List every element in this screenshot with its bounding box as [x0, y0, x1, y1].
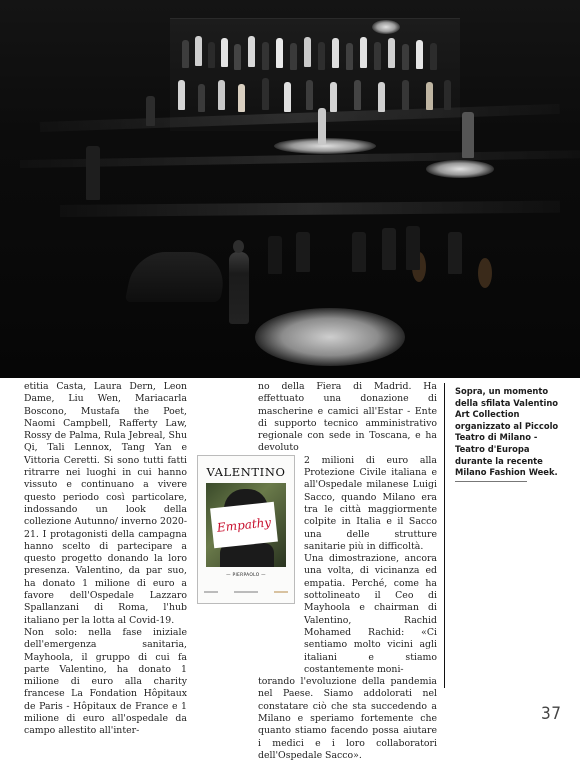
paragraph: Non solo: nella fase iniziale dell'emergenza sanitaria, Mayhoola, il gruppo di cui fa parte Valentino, ha donato 1 milione di euro alla charity francese La Fondation Hôpitaux de Paris - Hôpitaux de France e 1 milione di euro all'ospedale da campo allestito all'inter-	[24, 626, 187, 737]
model-figure	[430, 43, 437, 70]
ad-brand-logo: VALENTINO	[206, 465, 286, 479]
model-figure	[262, 78, 269, 110]
article-column-1	[24, 381, 187, 738]
musician-figure	[268, 236, 282, 274]
paragraph: Una dimostrazione, ancora una volta, di vicinanza ed empatia. Perché, come ha sottolineato il Ceo di Mayhoola e chairman di Valentino, Rachid Mohamed Rachid: «Ci sentiamo molto vicini agli italiani e stiamo costantemente moni-	[304, 553, 437, 675]
model-figure	[388, 38, 395, 68]
model-figure	[248, 36, 255, 67]
model-figure	[262, 42, 269, 70]
model-figure	[276, 38, 283, 68]
model-figure	[416, 40, 423, 69]
musician-figure	[406, 226, 420, 270]
model-figure	[332, 38, 339, 68]
spotlight	[426, 160, 494, 178]
musician-figure	[296, 232, 310, 272]
standing-figure	[462, 112, 474, 158]
photo-caption: Sopra, un momento della sfilata Valentino Art Collection organizzato al Piccolo Teatro di Milano - Teatro d'Europa durante la recente Milano Fashion Week.	[455, 386, 560, 482]
spotlight	[372, 20, 400, 34]
model-figure	[378, 82, 385, 112]
model-figure	[182, 40, 189, 68]
model-figure	[304, 37, 311, 67]
model-figure	[198, 84, 205, 112]
performer	[229, 252, 249, 324]
model-figure	[402, 44, 409, 70]
column-divider	[444, 383, 445, 688]
text-wrap-around-ad	[304, 455, 437, 676]
model-figure	[402, 80, 409, 110]
model-figure	[306, 80, 313, 110]
musician-figure	[448, 232, 462, 274]
grand-piano	[125, 252, 231, 302]
paragraph: 2 milioni di euro alla Protezione Civile italiana e all'Ospedale milanese Luigi Sacco, quando Milano era tra le città maggiormente colpite in Italia e il Sacco una delle strutture sanitarie più in difficoltà.	[304, 454, 437, 552]
page-number: 37	[541, 704, 562, 724]
paragraph: etitia Casta, Laura Dern, Leon Dame, Liu Wen, Mariacarla Boscono, Mustafa the Poet, Naomi Campbell, Rafferty Law, Rossy de Palma, Rula Jebreal, Shu Qi, Tali Lennox, Tang Yan e Vittoria Ceretti. Si sono tutti fatti ritrarre nei luoghi in cui hanno vissuto e continuano a vivere questo periodo così particolare, indossando un look della collezione Autunno/ inverno 2020-21. I protagonisti della campagna hanno scelto di partecipare a questo progetto donando la loro presenza. Valentino, da par suo, ha donato 1 milione di euro a favore dell'Ospedale Lazzaro Spallanzani di Roma, l'hub italiano per la lotta al Covid-19.	[24, 381, 187, 626]
model-figure	[208, 42, 215, 68]
model-figure	[290, 43, 297, 70]
model-figure	[318, 42, 325, 70]
article-column-2	[258, 381, 437, 762]
light-beam	[60, 201, 560, 217]
standing-figure	[146, 96, 155, 126]
model-figure	[195, 36, 202, 66]
model-figure	[234, 44, 241, 70]
ad-fine-print	[234, 591, 258, 593]
model-figure	[374, 42, 381, 70]
model-figure	[444, 80, 451, 110]
paragraph: torando l'evoluzione della pandemia nel Paese. Siamo addolorati nel constatare ciò che sta succedendo a Milano e speriamo fortemente che quanto stiamo facendo possa aiutare i medici e i loro collaboratori dell'Ospedale Sacco».	[258, 676, 437, 761]
standing-figure	[86, 146, 100, 200]
model-figure	[238, 84, 245, 112]
musician-figure	[382, 228, 396, 270]
ad-subline: — PIERPAOLO —	[226, 573, 266, 578]
model-figure	[426, 82, 433, 110]
model-figure	[346, 43, 353, 70]
model-figure	[354, 80, 361, 110]
model-figure	[178, 80, 185, 110]
model-figure	[221, 38, 228, 67]
model-figure	[330, 82, 337, 112]
spotlight	[255, 308, 405, 366]
ad-fine-print	[204, 591, 218, 593]
paragraph: no della Fiera di Madrid. Ha effettuato una donazione di mascherine e camici all'Estar - Ente di supporto tecnico amministrativo regionale con sede in Toscana, e ha devoluto	[258, 381, 437, 454]
hero-photo	[0, 0, 580, 378]
model-figure	[284, 82, 291, 112]
musician-figure	[352, 232, 366, 272]
model-figure	[360, 37, 367, 68]
model-figure	[218, 80, 225, 110]
cello	[478, 258, 492, 288]
runway-model	[318, 108, 326, 144]
ad-handwritten-sign: Empathy	[210, 502, 278, 548]
